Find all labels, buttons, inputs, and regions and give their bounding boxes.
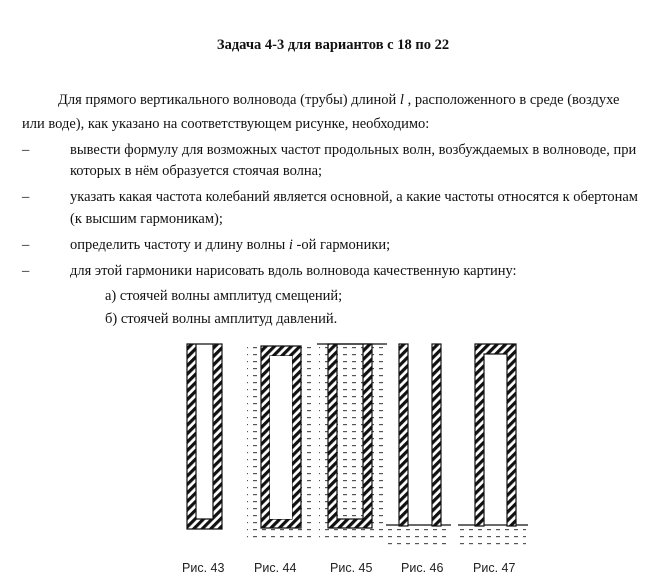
task-title: Задача 4-3 для вариантов с 18 по 22: [216, 37, 450, 53]
caption-fig-45: Рис. 45: [330, 561, 373, 575]
bullet-dash: –: [22, 189, 30, 205]
intro-text-a: Для прямого вертикального волновода (трубы) длиной: [58, 92, 400, 108]
intro-line-1: [58, 92, 619, 109]
subitem-b: б) стоячей волны амплитуд давлений.: [105, 311, 338, 327]
bullet-dash: –: [22, 142, 30, 158]
figure-47: [458, 344, 528, 550]
item-1-line-2: которых в нём образуется стоячая волна;: [70, 163, 323, 179]
caption-fig-46: Рис. 46: [401, 561, 444, 575]
bullet-dash: –: [22, 263, 30, 279]
figure-45: [317, 344, 387, 539]
length-symbol: l: [399, 92, 404, 108]
figures-panel: [0, 330, 666, 560]
bullet-dash: –: [22, 237, 30, 253]
figure-43: [187, 344, 222, 529]
figure-44: [247, 344, 314, 539]
figure-46: [386, 344, 451, 550]
item-2-line-1: указать какая частота колебаний является основной, а какие частоты относятся к обертонам: [70, 189, 638, 205]
caption-fig-44: Рис. 44: [254, 561, 297, 575]
subitem-a: а) стоячей волны амплитуд смещений;: [105, 288, 343, 304]
intro-line-2: или воде), как указано на соответствующем рисунке, необходимо:: [22, 116, 430, 132]
item-4-line-1: для этой гармоники нарисовать вдоль волновода качественную картину:: [70, 263, 517, 279]
item-2-line-2: (к высшим гармоникам);: [70, 211, 223, 227]
caption-fig-47: Рис. 47: [473, 561, 516, 575]
item-1-line-1: вывести формулу для возможных частот продольных волн, возбуждаемых в волноводе, при: [70, 142, 637, 158]
caption-fig-43: Рис. 43: [182, 561, 225, 575]
harmonic-symbol: i: [288, 237, 293, 253]
intro-text-b: , расположенного в среде (воздухе: [403, 92, 620, 108]
item-3-line-1: [70, 237, 390, 254]
item-3-text-b: -ой гармоники;: [292, 237, 391, 253]
item-3-text-a: определить частоту и длину волны: [70, 237, 289, 253]
